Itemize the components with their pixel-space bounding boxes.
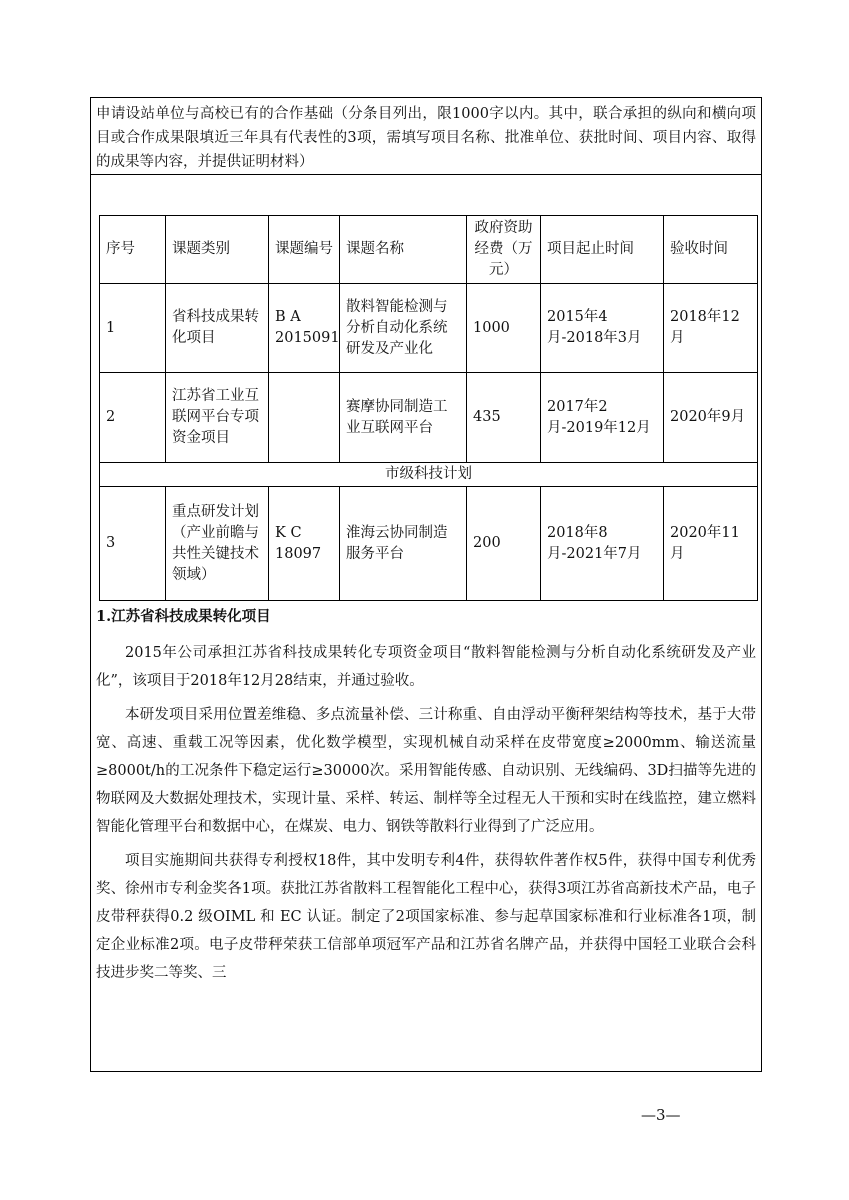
paragraph: 2015年公司承担江苏省科技成果转化专项资金项目“散料智能检测与分析自动化系统研发及产业化”，该项目于2018年12月28结束，并通过验收。 <box>96 645 756 689</box>
header-cell: 验收时间 <box>664 216 758 284</box>
page-number: —3— <box>641 1106 681 1124</box>
table-cell: 1000 <box>467 284 541 373</box>
table-cell: B A 2015091 <box>269 284 340 373</box>
header-cell: 课题编号 <box>269 216 340 284</box>
table-cell: 2020年9月 <box>664 373 758 463</box>
header-cell: 项目起止时间 <box>541 216 664 284</box>
table-cell: 3 <box>100 487 166 601</box>
body-text <box>96 605 756 993</box>
section-heading: 1.江苏省科技成果转化项目 <box>96 608 271 625</box>
table-cell: 2018年12月 <box>664 284 758 373</box>
projects-table <box>99 215 758 601</box>
table-section-row <box>100 463 758 487</box>
header-cell: 课题名称 <box>340 216 467 284</box>
table-cell: 2015年4月-2018年3月 <box>541 284 664 373</box>
table-cell: 重点研发计划（产业前瞻与共性关键技术领域） <box>166 487 269 601</box>
section-header: 申请设站单位与高校已有的合作基础（分条目列出，限1000字以内。其中，联合承担的纵向和横向项目或合作成果限填近三年具有代表性的3项，需填写项目名称、批准单位、获批时间、项目内容、取得的成果等内容，并提供证明材料） <box>91 98 761 175</box>
table-cell: 2020年11月 <box>664 487 758 601</box>
table-cell: 1 <box>100 284 166 373</box>
table-cell: 江苏省工业互联网平台专项资金项目 <box>166 373 269 463</box>
table-cell: K C 18097 <box>269 487 340 601</box>
table-cell: 散料智能检测与分析自动化系统研发及产业化 <box>340 284 467 373</box>
table-cell: 淮海云协同制造服务平台 <box>340 487 467 601</box>
table-row <box>100 373 758 463</box>
table-cell: 435 <box>467 373 541 463</box>
section-row-label: 市级科技计划 <box>100 463 758 487</box>
form-frame <box>90 97 762 1072</box>
table-cell: 省科技成果转化项目 <box>166 284 269 373</box>
table-row <box>100 284 758 373</box>
table-cell: 2018年8月-2021年7月 <box>541 487 664 601</box>
table-cell: 2017年2月-2019年12月 <box>541 373 664 463</box>
header-cell: 序号 <box>100 216 166 284</box>
paragraph: 本研发项目采用位置差维稳、多点流量补偿、三计称重、自由浮动平衡秤架结构等技术，基于大带宽、高速、重载工况等因素，优化数学模型，实现机械自动采样在皮带宽度≥2000mm、输送流量≥8000t/h的工况条件下稳定运行≥30000次。采用智能传感、自动识别、无线编码、3D扫描等先进的物联网及大数据处理技术，实现计量、采样、转运、制样等全过程无人干预和实时在线监控，建立燃料智能化管理平台和数据中心，在煤炭、电力、钢铁等散料行业得到了广泛应用。 <box>96 707 756 835</box>
table-cell: 200 <box>467 487 541 601</box>
header-cell: 政府资助经费（万元） <box>467 216 541 284</box>
paragraph: 项目实施期间共获得专利授权18件，其中发明专利4件，获得软件著作权5件，获得中国专利优秀奖、徐州市专利金奖各1项。获批江苏省散料工程智能化工程中心，获得3项江苏省高新技术产品，电子皮带秤获得0.2 级OIML 和 EC 认证。制定了2项国家标准、参与起草国家标准和行业标准各1项，制定企业标准2项。电子皮带秤荣获工信部单项冠军产品和江苏省名牌产品，并获得中国轻工业联合会科技进步奖二等奖、三 <box>96 853 756 981</box>
table-row <box>100 487 758 601</box>
table-cell: 2 <box>100 373 166 463</box>
table-cell: 赛摩协同制造工业互联网平台 <box>340 373 467 463</box>
table-header-row <box>100 216 758 284</box>
table-cell <box>269 373 340 463</box>
header-cell: 课题类别 <box>166 216 269 284</box>
